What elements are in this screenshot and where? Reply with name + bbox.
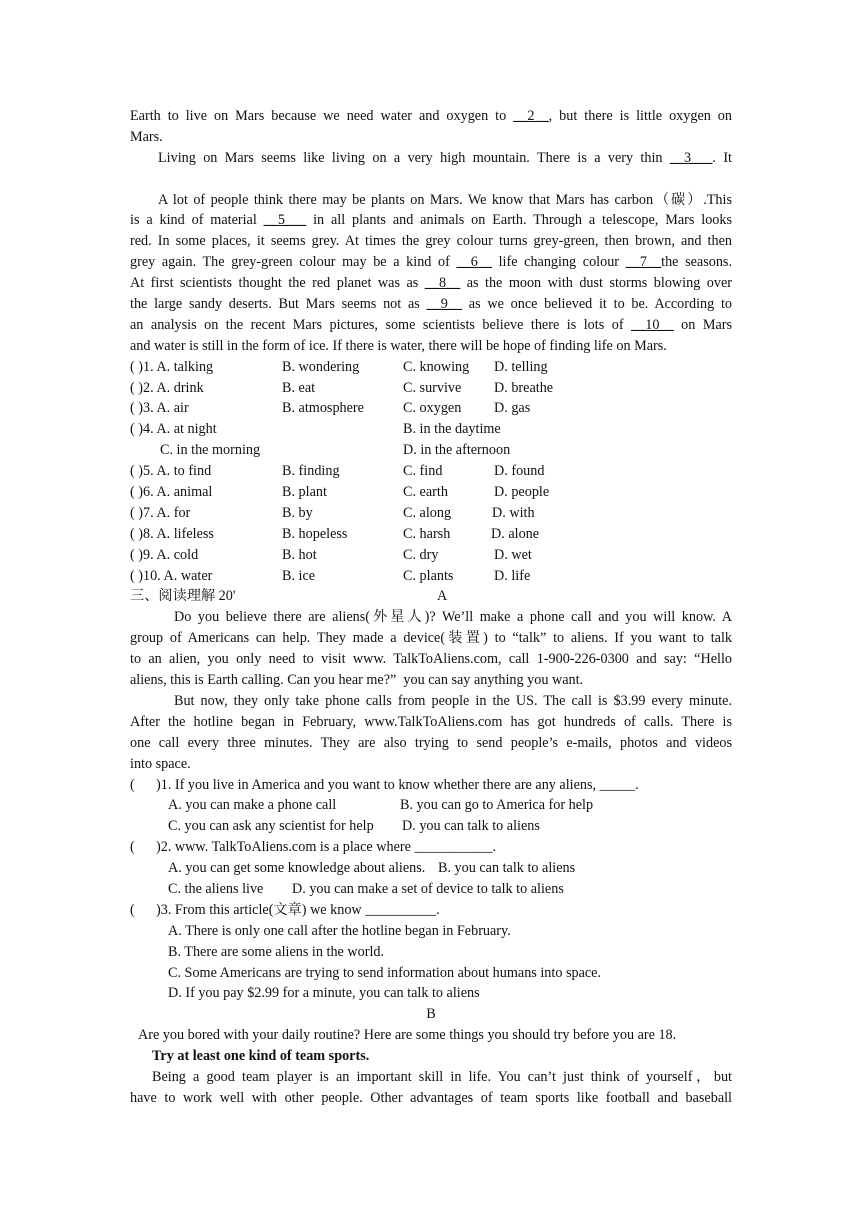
cloze-line: grey again. The grey-green colour may be a kind of __6__ life changing colour __7__the seasons.: [130, 254, 732, 271]
passage-container: [130, 106, 732, 1109]
option-row: ( )9. A. cold B. hot C. dry D. wet: [130, 546, 532, 563]
option-row: C. in the morning D. in the afternoon: [160, 442, 511, 459]
question-options: A. you can make a phone call B. you can go to America for help: [168, 797, 594, 814]
passage-a-line: aliens, this is Earth calling. Can you hear me?” you can say anything you want.: [130, 672, 584, 689]
passage-b-heading: Try at least one kind of team sports.: [152, 1048, 370, 1065]
passage-label-b: B: [426, 1006, 436, 1023]
cloze-line: an analysis on the recent Mars pictures, some scientists believe there is lots of __10__ on Mars: [130, 316, 732, 333]
option-row: ( )5. A. to find B. finding C. find D. found: [130, 463, 545, 480]
cloze-line: is a kind of material __5___ in all plants and animals on Earth. Through a telescope, Mars looks: [130, 212, 732, 229]
passage-label-a: A: [437, 588, 448, 605]
passage-b-line: Are you bored with your daily routine? Here are some things you should try before you are 18.: [138, 1027, 677, 1044]
cloze-line: A lot of people think there may be plants on Mars. We know that Mars has carbon（碳）.This: [158, 191, 732, 208]
cloze-line: the large sandy deserts. But Mars seems not as __9__ as we once believed it to be. According to: [130, 296, 732, 313]
passage-a-line: Do you believe there are aliens(外星人)? We’ll make a phone call and you will know. A: [174, 609, 732, 626]
option-row: ( )6. A. animal B. plant C. earth D. people: [130, 484, 550, 501]
question-option: C. Some Americans are trying to send information about humans into space.: [168, 964, 602, 981]
question-option: A. There is only one call after the hotline began in February.: [168, 922, 511, 939]
passage-a-line: After the hotline began in February, www.TalkToAliens.com has got hundreds of calls. There is: [130, 713, 732, 730]
question: ( )3. From this article(文章) we know __________.: [130, 901, 440, 918]
blank-8: __8__: [424, 275, 461, 292]
blank-9: __9__: [426, 296, 463, 313]
option-row: ( )1. A. talking B. wondering C. knowing D. telling: [130, 358, 548, 375]
blank-7: __7__: [625, 254, 662, 271]
question: ( )1. If you live in America and you want to know whether there are any aliens, _____.: [130, 776, 639, 793]
passage-b-line: have to work well with other people. Other advantages of team sports like football and baseball: [130, 1089, 732, 1106]
passage-a-line: group of Americans can help. They made a device(装置) to “talk” to aliens. If you want to talk: [130, 630, 732, 647]
cloze-line: Mars.: [130, 128, 163, 145]
blank-3: __3___: [669, 149, 713, 166]
option-row: ( )10. A. water B. ice C. plants D. life: [130, 567, 531, 584]
cloze-line: Earth to live on Mars because we need water and oxygen to __2__, but there is little oxygen on: [130, 108, 732, 124]
question-option: B. There are some aliens in the world.: [168, 943, 385, 960]
blank-5: __5___: [263, 212, 307, 229]
question-options: C. you can ask any scientist for help D. you can talk to aliens: [168, 818, 540, 835]
passage-a-line: to an alien, you only need to visit www. TalkToAliens.com, call 1-900-226-0300 and say: “Hello: [130, 651, 732, 668]
option-row: ( )2. A. drink B. eat C. survive D. breathe: [130, 379, 554, 396]
blank-2: __2__: [513, 108, 549, 124]
option-row: ( )8. A. lifeless B. hopeless C. harsh D. alone: [130, 525, 540, 542]
cloze-line: Living on Mars seems like living on a very high mountain. There is a very thin __3___. It: [158, 149, 732, 166]
question-option: D. If you pay $2.99 for a minute, you can talk to aliens: [168, 985, 480, 1002]
section-title: 三、阅读理解 20': [130, 588, 236, 605]
cloze-line: and water is still in the form of ice. If there is water, there will be hope of finding life on Mars.: [130, 337, 667, 354]
question: ( )2. www. TalkToAliens.com is a place where ___________.: [130, 839, 497, 856]
cloze-line: At first scientists thought the red planet was as __8__ as the moon with dust storms blowing over: [130, 275, 732, 292]
blank-10: __10__: [631, 316, 674, 333]
option-row: ( )3. A. air B. atmosphere C. oxygen D. gas: [130, 400, 531, 417]
blank-6: __6__: [456, 254, 492, 271]
passage-a-line: into space.: [130, 755, 191, 772]
question-options: A. you can get some knowledge about aliens. B. you can talk to aliens: [168, 860, 576, 877]
question-options: C. the aliens live D. you can make a set of device to talk to aliens: [168, 880, 564, 897]
section-header: [130, 586, 732, 607]
passage-a-line: But now, they only take phone calls from people in the US. The call is $3.99 every minute.: [174, 692, 732, 709]
option-row: ( )7. A. for B. by C. along D. with: [130, 504, 535, 521]
passage-a-line: one call every three minutes. They are also trying to send people’s e-mails, photos and videos: [130, 734, 732, 751]
cloze-line: red. In some places, it seems grey. At times the grey colour turns grey-green, then brown, and then: [130, 233, 732, 250]
cloze-line: [130, 169, 732, 190]
option-row: ( )4. A. at night B. in the daytime: [130, 421, 501, 438]
passage-b-line: Being a good team player is an important skill in life. You can’t just think of yourself，but: [152, 1068, 732, 1085]
